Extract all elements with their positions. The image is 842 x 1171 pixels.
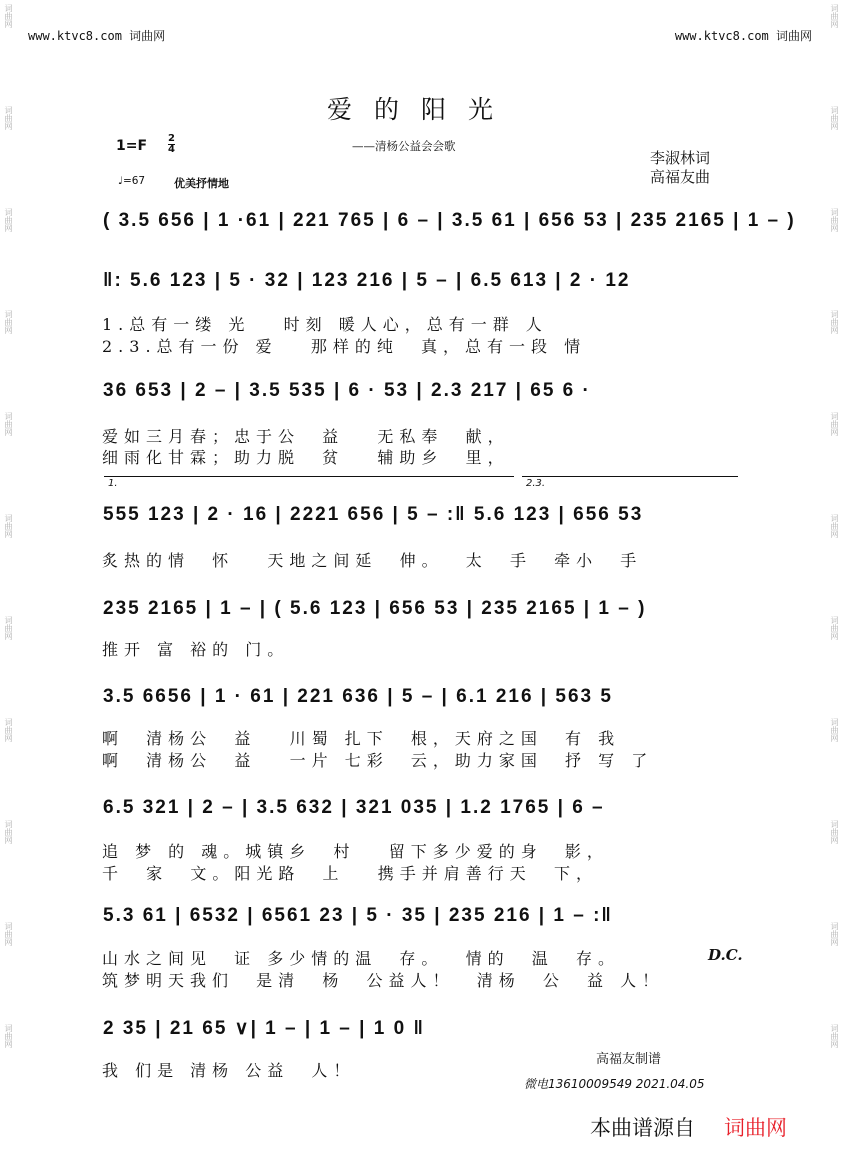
watermark-text: 词曲网 [830,412,839,436]
score-row-2-notes: ‖: 5.6 123 | 5 · 32 | 123 216 | 5 – | 6.5 613 | 2 · 12 [103,270,631,291]
score-row-6-lyric-1: 啊 清杨公 益 川蜀 扎下 根，天府之国 有 我 [102,729,621,748]
score-row-3-lyric-1: 爱如三月春；忠于公 益 无私奉 献， [102,427,510,446]
watermark-text: 词曲网 [830,514,839,538]
time-signature [168,134,175,155]
watermark-text: 词曲网 [830,820,839,844]
site-url-left: www.ktvc8.com 词曲网 [28,29,166,43]
score-row-8-lyric-1: 山水之间见 证 多少情的温 存。 情的 温 存。 [102,949,620,968]
watermark-text: 词曲网 [830,922,839,946]
expression-marking: 优美抒情地 [174,177,229,190]
score-row-8-lyric-2: 筑梦明天我们 是清 杨 公益人！ 清杨 公 益 人！ [102,971,665,990]
score-row-8-notes: 5.3 61 | 6532 | 6561 23 | 5 · 35 | 235 216 | 1 – :‖ [103,905,613,926]
score-row-7-lyric-2: 千 家 文。阳光路 上 携手并肩善行天 下， [102,864,598,883]
score-row-2-lyric-1: 1.总有一缕 光 时刻 暖人心，总有一群 人 [102,315,548,334]
watermark-text: 词曲网 [830,310,839,334]
score-row-5-notes: 235 2165 | 1 – | ( 5.6 123 | 656 53 | 235 2165 | 1 – ) [103,598,647,619]
time-signature-top: 2 [168,133,175,144]
score-row-4-lyric-1: 炙热的情 怀 天地之间延 伸。 太 手 牵小 手 [102,551,643,570]
composer-credit: 高福友曲 [650,168,711,186]
da-capo-marking: D.C. [708,946,743,964]
source-brand-link[interactable]: 词曲网 [724,1116,787,1140]
arranger-credit: 高福友制谱 [596,1052,662,1067]
watermark-text: 词曲网 [830,4,839,28]
watermark-text: 词曲网 [4,106,13,130]
score-row-5-lyric-1: 推开 富 裕的 门。 [102,640,290,659]
watermark-text: 词曲网 [830,106,839,130]
watermark-text: 词曲网 [830,718,839,742]
second-ending-label: 2.3. [526,478,546,489]
watermark-text: 词曲网 [4,922,13,946]
left-watermark-strip [0,0,16,1171]
score-row-6-notes: 3.5 6656 | 1 · 61 | 221 636 | 5 – | 6.1 216 | 563 5 [103,686,613,707]
site-url-right: www.ktvc8.com 词曲网 [674,29,812,43]
score-row-1-notes: ( 3.5 656 | 1 ·61 | 221 765 | 6 – | 3.5 61 | 656 53 | 235 2165 | 1 – ) [103,210,796,231]
song-subtitle: ——清杨公益会会歌 [352,139,456,153]
first-ending-label: 1. [108,478,118,489]
watermark-text: 词曲网 [4,718,13,742]
watermark-text: 词曲网 [4,310,13,334]
watermark-text: 词曲网 [4,412,13,436]
score-row-7-notes: 6.5 321 | 2 – | 3.5 632 | 321 035 | 1.2 1765 | 6 – [103,797,605,818]
watermark-text: 词曲网 [4,208,13,232]
score-row-2-lyric-2: 2.3.总有一份 爱 那样的纯 真，总有一段 情 [102,337,587,356]
score-row-4-notes: 555 123 | 2 · 16 | 2221 656 | 5 – :‖ 5.6 123 | 656 53 [103,504,644,525]
watermark-text: 词曲网 [830,1024,839,1048]
watermark-text: 词曲网 [4,4,13,28]
key-signature: 1=F [116,138,148,154]
watermark-text: 词曲网 [4,820,13,844]
watermark-text: 词曲网 [830,208,839,232]
score-row-3-lyric-2: 细雨化甘霖；助力脱 贫 辅助乡 里， [102,448,510,467]
score-row-7-lyric-1: 追 梦 的 魂。城镇乡 村 留下多少爱的身 影， [102,842,609,861]
source-label: 本曲谱源自 [590,1116,695,1140]
score-row-9-lyric-1: 我 们是 清杨 公益 人！ [102,1061,356,1080]
watermark-text: 词曲网 [4,1024,13,1048]
first-ending-bracket [104,476,514,477]
score-row-9-notes: 2 35 | 21 65 ∨| 1 – | 1 – | 1 0 ‖ [103,1018,425,1039]
contact-info: 微电13610009549 2021.04.05 [524,1077,705,1091]
watermark-text: 词曲网 [4,514,13,538]
time-signature-bottom: 4 [168,144,175,155]
second-ending-bracket [522,476,738,477]
song-title: 爱的阳光 [326,95,515,124]
watermark-text: 词曲网 [830,616,839,640]
score-row-3-notes: 36 653 | 2 – | 3.5 535 | 6 · 53 | 2.3 217 | 65 6 · [103,380,591,401]
right-watermark-strip [826,0,842,1171]
score-row-6-lyric-2: 啊 清杨公 益 一片 七彩 云，助力家国 抒 写 了 [102,751,654,770]
tempo-marking: ♩=67 [118,175,146,187]
lyricist-credit: 李淑林词 [650,149,711,167]
watermark-text: 词曲网 [4,616,13,640]
